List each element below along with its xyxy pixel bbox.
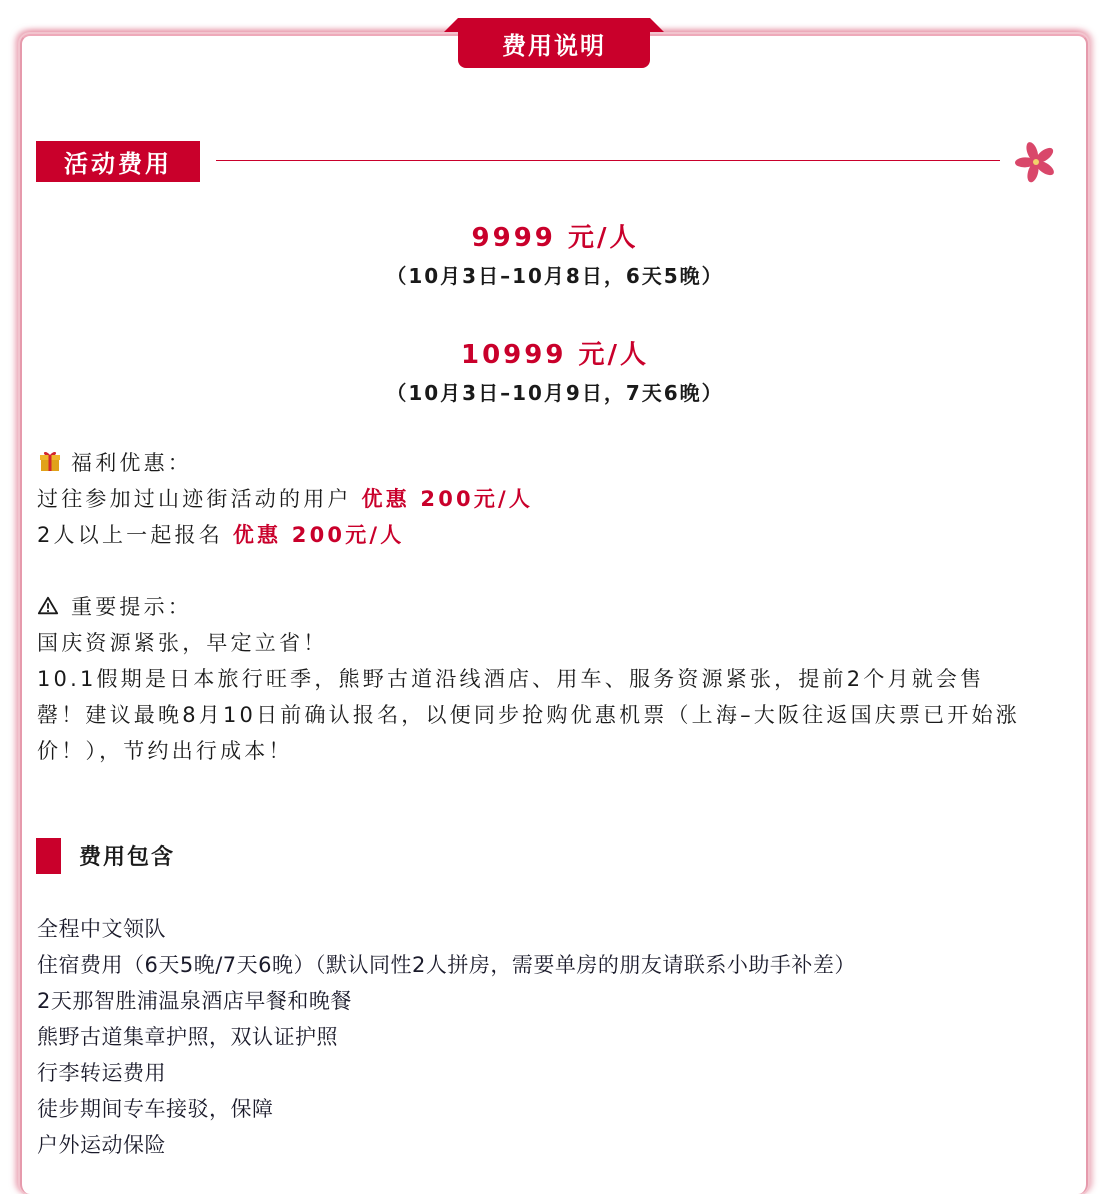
notice-line: 10.1假期是日本旅行旺季，熊野古道沿线酒店、用车、服务资源紧张，提前2个月就会售 [37, 667, 985, 691]
page-title: 费用说明 [458, 18, 650, 68]
section-title-included: 费用包含 [79, 845, 176, 870]
included-item: 熊野古道集章护照，双认证护照 [37, 1025, 338, 1049]
notice-line: 价！），节约出行成本！ [37, 739, 293, 763]
price-value: 10999 元/人 [460, 340, 649, 370]
price-dates: （10月3日–10月8日，6天5晚） [386, 264, 724, 288]
included-item: 徒步期间专车接驳，保障 [37, 1097, 274, 1121]
notice-line: 国庆资源紧张，早定立省！ [37, 631, 328, 655]
price-dates: （10月3日–10月9日，7天6晚） [386, 381, 724, 405]
section-marker [36, 838, 61, 874]
title-tab-wing-left [444, 18, 458, 32]
gift-icon [37, 449, 63, 473]
price-option-2 [0, 334, 1110, 406]
notice-line: 罄！建议最晚8月10日前确认报名，以便同步抢购优惠机票（上海–大阪往返国庆票已开始涨 [37, 703, 1020, 727]
flower-icon [1014, 140, 1058, 184]
included-item: 行李转运费用 [37, 1061, 166, 1085]
benefit-item [37, 483, 533, 513]
notice-heading [37, 591, 192, 621]
included-item: 全程中文领队 [37, 917, 166, 941]
benefit-discount: 优惠 200元/人 [232, 523, 405, 547]
benefits-heading-text: 福利优惠： [71, 451, 192, 475]
warning-icon [37, 595, 59, 617]
benefit-discount: 优惠 200元/人 [361, 487, 534, 511]
benefit-text: 过往参加过山迹街活动的用户 [37, 487, 362, 511]
included-item: 住宿费用（6天5晚/7天6晚）（默认同性2人拼房，需要单房的朋友请联系小助手补差） [37, 953, 856, 977]
price-value: 9999 元/人 [471, 223, 639, 253]
benefits-heading [37, 447, 192, 477]
price-option-1 [0, 217, 1110, 289]
benefit-text: 2人以上一起报名 [37, 523, 233, 547]
included-item: 2天那智胜浦温泉酒店早餐和晚餐 [37, 989, 352, 1013]
banner-divider [216, 160, 1000, 161]
included-item: 户外运动保险 [37, 1133, 166, 1157]
benefit-item [37, 519, 404, 549]
section-banner-activity-fee: 活动费用 [36, 141, 200, 182]
notice-heading-text: 重要提示： [71, 595, 192, 619]
title-tab-wing-right [650, 18, 664, 32]
